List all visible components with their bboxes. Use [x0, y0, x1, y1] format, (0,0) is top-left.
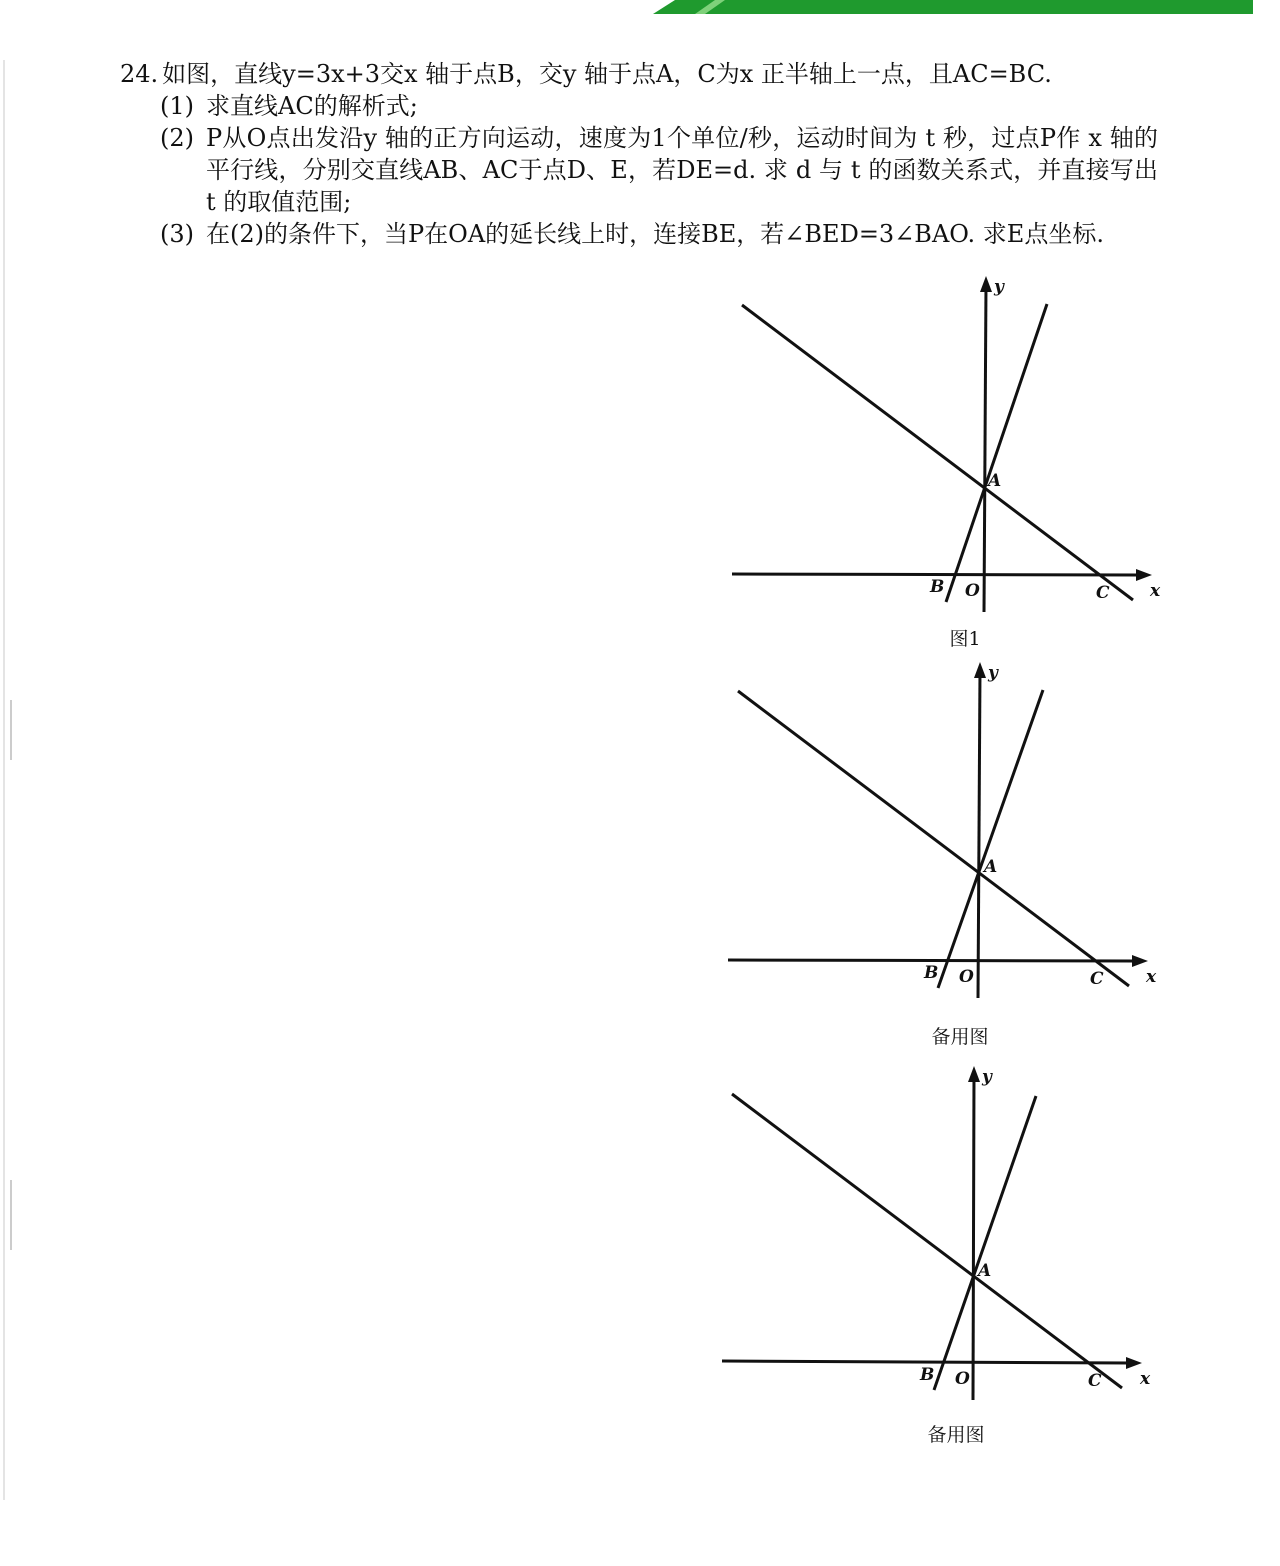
problem-24 [120, 58, 1180, 250]
y-axis-arrow [974, 662, 986, 678]
line-ac [742, 305, 1133, 600]
line-ab [938, 690, 1043, 988]
part-1 [160, 90, 1180, 122]
y-axis [973, 1074, 974, 1400]
part-2 [160, 122, 1180, 218]
label-y: y [994, 277, 1004, 297]
label-o: O [965, 581, 980, 601]
label-y: y [982, 1067, 992, 1087]
label-y: y [988, 663, 998, 683]
label-x: x [1146, 967, 1157, 987]
label-b: B [930, 577, 945, 597]
header-banner [645, 0, 1253, 14]
part-2-text: P从O点出发沿y 轴的正方向运动，速度为1个单位/秒，运动时间为 t 秒，过点P作 x 轴的平行线，分别交直线AB、AC于点D、E，若DE=d. 求 d 与 t 的函数关系式，并直接写出 t 的取值范围; [206, 124, 1158, 216]
label-c: C [1090, 969, 1104, 989]
figure-2 [716, 658, 1176, 998]
label-c: C [1096, 583, 1110, 603]
label-o: O [959, 967, 974, 987]
part-1-text: 求直线AC的解析式; [206, 92, 418, 120]
x-axis-arrow [1136, 569, 1152, 581]
label-b: B [924, 963, 939, 983]
part-3-label: (3) [160, 220, 194, 248]
line-ab [946, 304, 1047, 602]
line-ac [738, 691, 1129, 986]
figure-3-caption: 备用图 [927, 1424, 985, 1446]
y-axis-arrow [968, 1066, 980, 1082]
problem-stem-text: 如图，直线y=3x+3交x 轴于点B，交y 轴于点A，C为x 正半轴上一点，且AC=BC. [162, 60, 1052, 88]
figure-1 [720, 272, 1180, 612]
figure-2-caption: 备用图 [931, 1026, 989, 1048]
label-a: A [978, 1261, 992, 1281]
label-c: C [1088, 1371, 1102, 1391]
part-3 [160, 218, 1180, 250]
label-x: x [1140, 1369, 1151, 1389]
x-axis [722, 1361, 1130, 1363]
x-axis-arrow [1126, 1357, 1142, 1369]
part-3-text: 在(2)的条件下，当P在OA的延长线上时，连接BE，若∠BED=3∠BAO. 求E点坐标. [206, 220, 1104, 248]
figure-2-diagram [716, 658, 1176, 998]
figure-1-diagram [720, 272, 1180, 612]
label-o: O [955, 1369, 970, 1389]
y-axis-arrow [980, 276, 992, 292]
part-2-label: (2) [160, 124, 194, 152]
figure-3 [708, 1060, 1168, 1400]
part-1-label: (1) [160, 92, 194, 120]
y-axis [978, 670, 980, 998]
label-x: x [1150, 581, 1161, 601]
x-axis [728, 960, 1136, 961]
y-axis [984, 284, 986, 612]
line-ab [934, 1096, 1036, 1390]
figure-1-caption: 图1 [949, 628, 981, 650]
x-axis-arrow [1132, 955, 1148, 967]
line-ac [732, 1094, 1122, 1388]
figure-3-diagram [708, 1060, 1168, 1400]
page-edge-marks [0, 0, 16, 1566]
label-a: A [984, 857, 998, 877]
label-a: A [988, 471, 1002, 491]
label-b: B [920, 1365, 935, 1385]
x-axis [732, 574, 1140, 575]
problem-number: 24. [120, 60, 159, 88]
problem-stem [120, 58, 1180, 90]
